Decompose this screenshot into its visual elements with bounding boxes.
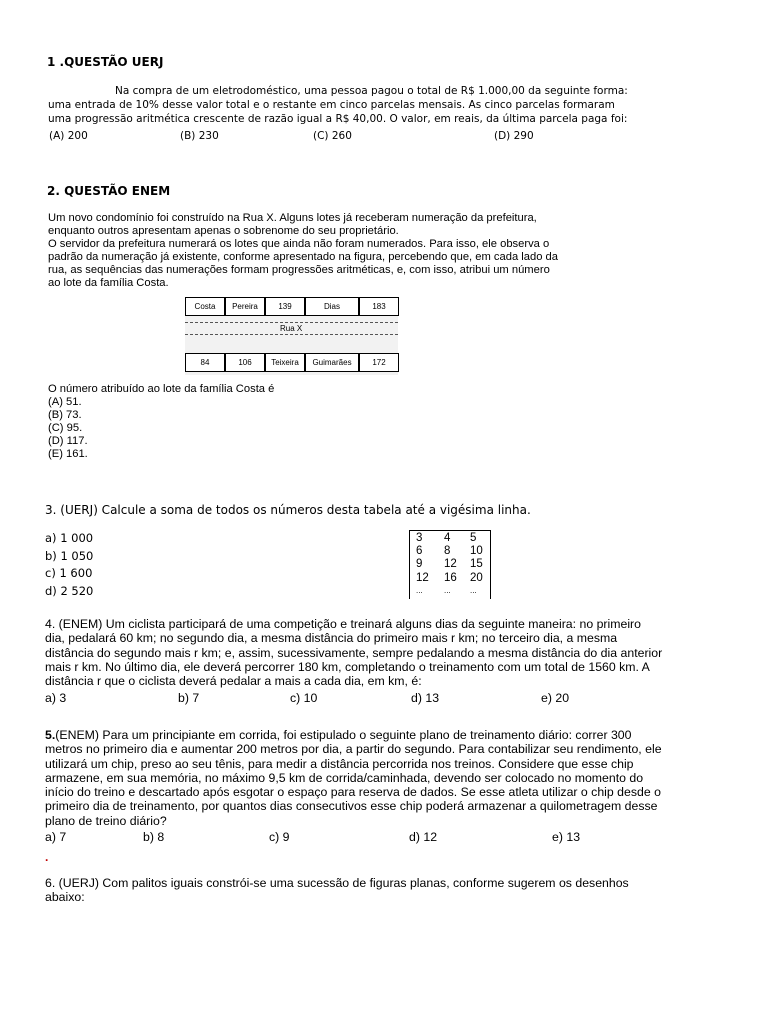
lot-top-3: 139: [265, 297, 305, 316]
q1-statement: [48, 84, 628, 126]
q1-option-c: (C) 260: [313, 130, 352, 142]
q3-option-b: b) 1 050: [45, 548, 94, 563]
lot-bottom-3: Teixeira: [265, 353, 305, 372]
q3-cell: 12: [444, 558, 457, 570]
q1-option-b: (B) 230: [180, 130, 219, 142]
q3-option-d: d) 2 520: [45, 584, 94, 599]
q4-line-5: distância r que o ciclista deverá pedalar a mais a cada dia, em km, é:: [45, 674, 422, 689]
q4-option-c: c) 10: [290, 691, 318, 705]
q3-option-a: a) 1 000: [45, 531, 94, 545]
q2-line-1: Um novo condomínio foi construído na Rua X. Alguns lotes já receberam numeração da prefeitura,: [48, 212, 537, 224]
lot-top-4: Dias: [305, 297, 359, 316]
lot-bottom-1: 84: [185, 353, 225, 372]
q3-cell: 8: [444, 545, 451, 557]
q2-option-b: (B) 73.: [48, 409, 82, 421]
lot-top-1: Costa: [185, 297, 225, 316]
q5-line-3: utilizará um chip, preso ao seu tênis, para medir a distância percorrida nos treinos. Considere que esse chip: [45, 756, 634, 771]
q6-line-2: abaixo:: [45, 890, 85, 905]
q2-line-5: rua, as sequências das numerações formam progressões aritméticas, e, com isso, atribui um número: [48, 264, 550, 276]
lot-bottom-2: 106: [225, 353, 265, 372]
q2-line-6: ao lote da família Costa.: [48, 277, 169, 289]
q5-line-5: início do treino e descartado após esgotar o espaço para reserva de dados. Se esse atleta utilizar o chip desde o: [45, 785, 661, 800]
q4-line-3: distância do segundo mais r km; e, assim, sucessivamente, sempre pedalando a mesma distância do dia anterior: [45, 645, 663, 660]
q3-cell: 9: [416, 558, 423, 570]
q1-line-1: Na compra de um eletrodoméstico, uma pessoa pagou o total de R$ 1.000,00 da seguinte forma:: [115, 85, 628, 97]
q3-options: [45, 530, 93, 601]
q4-option-a: a) 3: [45, 691, 67, 705]
stray-dot: .: [45, 850, 49, 864]
lot-top-5: 183: [359, 297, 399, 316]
q4-line-2: dia, pedalará 60 km; no segundo dia, a mesma distância do primeiro mais r km; no terceiro dia, a mesma: [45, 631, 618, 646]
q3-cell: 20: [470, 572, 483, 584]
q3-cell: 10: [470, 545, 483, 557]
q2-statement: [48, 212, 558, 290]
q1-line-3: uma progressão aritmética crescente de razão igual a R$ 40,00. O valor, em reais, da última parcela paga foi:: [48, 113, 628, 125]
q2-line-4: padrão da numeração já existente, conforme apresentado na figura, percebendo que, em cada lado da: [48, 251, 558, 263]
q2-option-a: (A) 51.: [48, 396, 82, 408]
q6-line-1: 6. (UERJ) Com palitos iguais constrói-se uma sucessão de figuras planas, conforme sugerem os desenhos: [45, 876, 629, 890]
street-label: Rua X: [280, 324, 303, 333]
q3-cell: 5: [470, 532, 477, 544]
q4-line-4: mais r km. No último dia, ele deverá percorrer 180 km, completando o treinamento com um total de 1560 km. A: [45, 659, 650, 674]
lot-bottom-4: Guimarães: [305, 353, 359, 372]
q3-cell: 3: [416, 532, 423, 544]
q5-option-b: b) 8: [143, 830, 165, 844]
q2-line-2: enquanto outros apresentam apenas o sobrenome do seu proprietário.: [48, 225, 399, 237]
q3-cell: 4: [444, 532, 451, 544]
q5-statement: [45, 728, 725, 828]
q3-option-c: c) 1 600: [45, 566, 93, 581]
q2-heading: 2. QUESTÃO ENEM: [47, 184, 171, 198]
q5-line-6: primeiro dia de treinamento, por quantos dias consecutivos esse chip poderá armazenar a quilometragem desse: [45, 799, 658, 814]
q2-prompt: O número atribuído ao lote da família Costa é: [48, 383, 275, 395]
q3-statement: 3. (UERJ) Calcule a soma de todos os números desta tabela até a vigésima linha.: [45, 503, 531, 517]
q1-option-a: (A) 200: [49, 130, 88, 142]
q5-option-c: c) 9: [269, 830, 290, 844]
q2-option-e: (E) 161.: [48, 448, 88, 460]
q3-cell: 6: [416, 545, 423, 557]
q2-line-3: O servidor da prefeitura numerará os lotes que ainda não foram numerados. Para isso, ele observa o: [48, 238, 550, 250]
q1-heading: 1 .QUESTÃO UERJ: [47, 55, 164, 69]
q4-option-d: d) 13: [411, 691, 440, 705]
q2-option-c: (C) 95.: [48, 422, 83, 434]
q5-line-1: (ENEM) Para um principiante em corrida, foi estipulado o seguinte plano de treinamento diário: correr 300: [55, 728, 632, 742]
q3-cell: ...: [444, 586, 451, 595]
q1-line-2: uma entrada de 10% desse valor total e o restante em cinco parcelas mensais. As cinco parcelas formaram: [48, 99, 615, 111]
q5-line-4: armazene, em sua memória, no máximo 9,5 km de corrida/caminhada, devendo ser colocado no momento do: [45, 770, 644, 785]
lot-bottom-5: 172: [359, 353, 399, 372]
q4-option-b: b) 7: [178, 691, 200, 705]
q3-cell: 15: [470, 558, 483, 570]
q6-statement: [45, 876, 725, 905]
q3-cell: ...: [416, 586, 423, 595]
q5-number: 5.: [45, 728, 56, 742]
q3-cell: ...: [470, 586, 477, 595]
q5-line-2: metros no primeiro dia e aumentar 200 metros por dia, a partir do segundo. Para contabilizar seu rendimento, ele: [45, 742, 662, 757]
q4-option-e: e) 20: [541, 691, 570, 705]
lot-top-2: Pereira: [225, 297, 265, 316]
street-centerline: [185, 334, 398, 335]
q1-option-d: (D) 290: [494, 130, 534, 142]
q3-cell: 12: [416, 572, 429, 584]
q4-statement: [45, 617, 725, 688]
street-border-top: [185, 322, 398, 323]
q2-option-d: (D) 117.: [48, 435, 88, 447]
q3-cell: 16: [444, 572, 457, 584]
q5-line-7: plano de treino diário?: [45, 813, 167, 828]
q5-option-e: e) 13: [552, 830, 581, 844]
q5-option-a: a) 7: [45, 830, 67, 844]
q2-prompt-block: [48, 383, 274, 461]
q5-option-d: d) 12: [409, 830, 438, 844]
q4-line-1: 4. (ENEM) Um ciclista participará de uma competição e treinará alguns dias da seguinte maneira: no primeiro: [45, 617, 641, 631]
